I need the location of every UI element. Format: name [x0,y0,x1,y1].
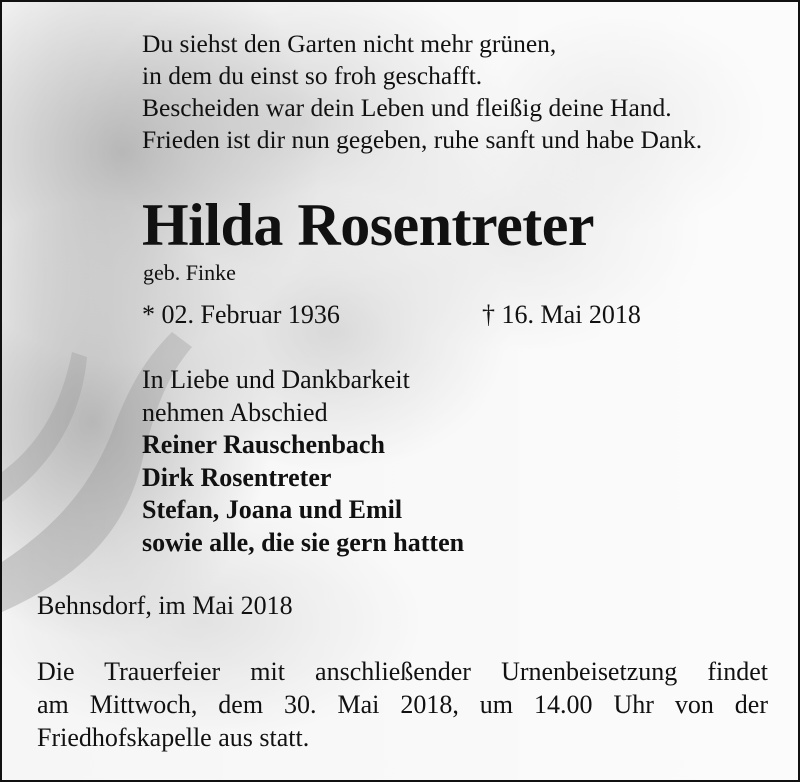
mourners-intro-line: In Liebe und Dankbarkeit [142,365,410,394]
mourner-name: Reiner Rauschenbach [142,430,385,459]
poem-line: in dem du einst so froh geschafft. [142,61,483,90]
maiden-name: geb. Finke [143,260,236,285]
deceased-name: Hilda Rosentreter [142,192,594,258]
memorial-poem [142,28,702,156]
poem-line: Frieden ist dir nun gegeben, ruhe sanft und habe Dank. [142,125,703,154]
funeral-information [37,655,768,754]
mourner-name: Stefan, Joana und Emil [142,495,403,524]
poem-line: Bescheiden war dein Leben und fleißig deine Hand. [142,93,672,122]
mourners-intro-line: nehmen Abschied [142,397,328,427]
funeral-line: am Mittwoch, dem 30. Mai 2018, um 14.00 Uhr von der [37,690,768,719]
funeral-line: Friedhofskapelle aus statt. [37,723,310,752]
death-date: † 16. Mai 2018 [482,300,641,329]
poem-line: Du siehst den Garten nicht mehr grünen, [142,29,557,58]
mourners-block [142,364,464,559]
notice-content [2,2,798,780]
mourner-name: sowie alle, die sie gern hatten [142,527,465,557]
birth-date: * 02. Februar 1936 [142,300,340,329]
place-and-date: Behnsdorf, im Mai 2018 [37,591,293,620]
mourner-name: Dirk Rosentreter [142,462,332,492]
funeral-line: Die Trauerfeier mit anschließender Urnenbeisetzung findet [37,657,768,686]
